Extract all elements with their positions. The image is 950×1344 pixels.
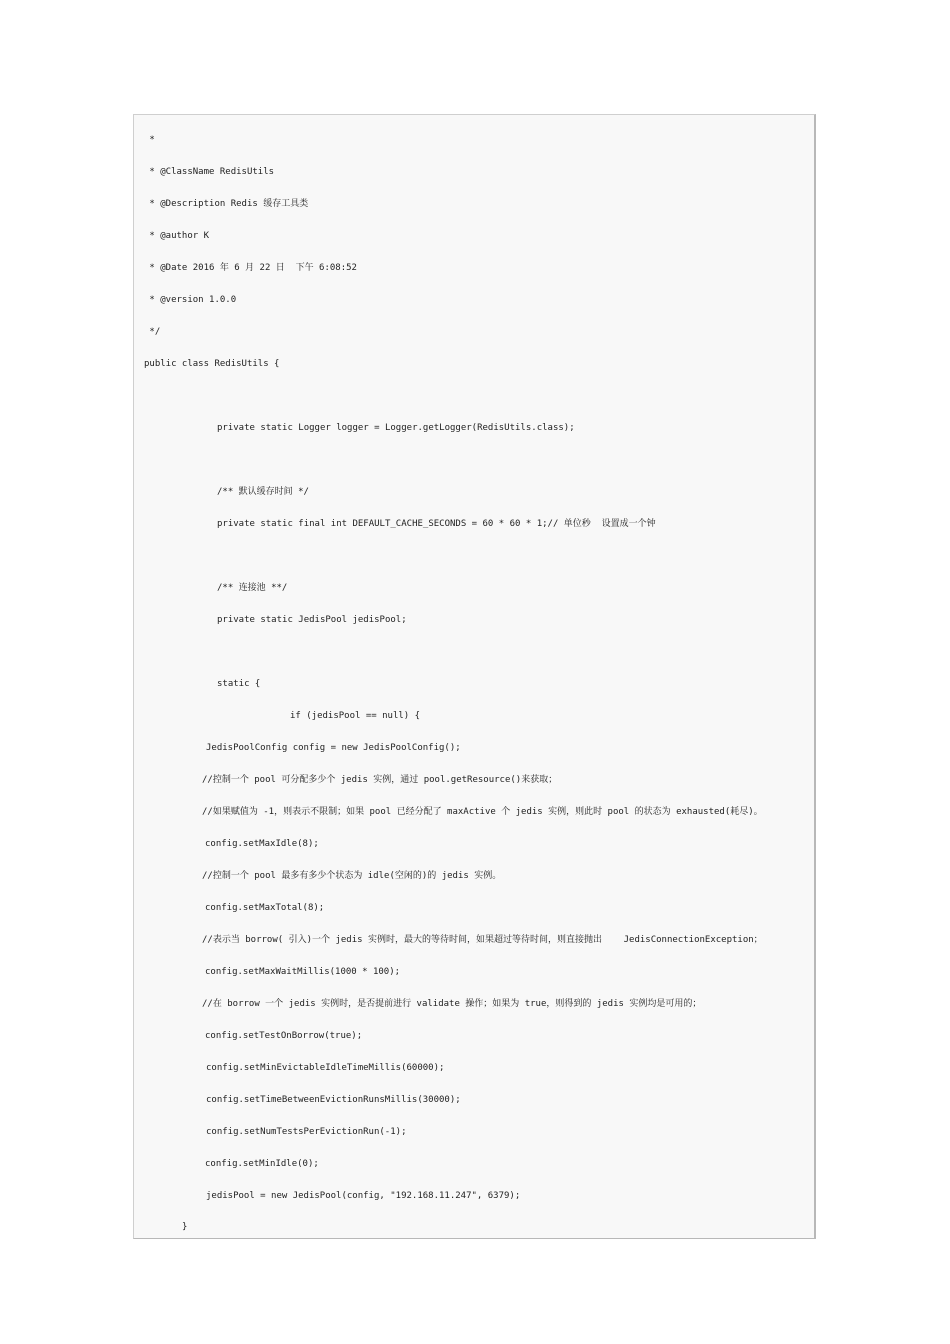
code-line: * xyxy=(144,135,155,145)
code-line: config.setNumTestsPerEvictionRun(-1); xyxy=(206,1127,407,1137)
code-line: private static JedisPool jedisPool; xyxy=(217,615,407,625)
code-line: //控制一个 pool 可分配多少个 jedis 实例，通过 pool.getResource()来获取； xyxy=(202,775,558,785)
code-line: config.setMaxTotal(8); xyxy=(205,903,325,913)
code-line: * @author K xyxy=(144,231,210,241)
code-line: config.setMinEvictableIdleTimeMillis(60000); xyxy=(206,1063,445,1073)
code-line: /** 默认缓存时间 */ xyxy=(217,487,309,497)
code-line: if (jedisPool == null) { xyxy=(290,711,421,721)
code-line: */ xyxy=(144,327,161,337)
code-line: jedisPool = new JedisPool(config, "192.168.11.247", 6379); xyxy=(206,1191,521,1201)
code-line: * @ClassName RedisUtils xyxy=(144,167,275,177)
code-line: * @Description Redis 缓存工具类 xyxy=(144,199,309,209)
code-line: //在 borrow 一个 jedis 实例时，是否提前进行 validate 操作；如果为 true，则得到的 jedis 实例均是可用的； xyxy=(202,999,702,1009)
code-line: private static final int DEFAULT_CACHE_SECONDS = 60 * 60 * 1;// 单位秒 设置成一个钟 xyxy=(217,519,656,529)
code-line: * @Date 2016 年 6 月 22 日 下午 6:08:52 xyxy=(144,263,357,273)
code-line: config.setTimeBetweenEvictionRunsMillis(30000); xyxy=(206,1095,461,1105)
code-line: static { xyxy=(217,679,261,689)
code-line: //表示当 borrow( 引入)一个 jedis 实例时，最大的等待时间，如果超过等待时间，则直接抛出 JedisConnectionException； xyxy=(202,935,763,945)
code-line: /** 连接池 **/ xyxy=(217,583,288,593)
code-line: public class RedisUtils { xyxy=(144,359,280,369)
code-line: //控制一个 pool 最多有多少个状态为 idle(空闲的)的 jedis 实例。 xyxy=(202,871,502,881)
code-line: private static Logger logger = Logger.getLogger(RedisUtils.class); xyxy=(217,423,575,433)
code-block xyxy=(133,114,816,1239)
code-line: //如果赋值为 -1，则表示不限制；如果 pool 已经分配了 maxActive 个 jedis 实例，则此时 pool 的状态为 exhausted(耗尽)。 xyxy=(202,807,763,817)
code-line: config.setMinIdle(0); xyxy=(205,1159,319,1169)
code-line: } xyxy=(182,1222,188,1232)
code-line: JedisPoolConfig config = new JedisPoolConfig(); xyxy=(206,743,461,753)
code-line: config.setMaxWaitMillis(1000 * 100); xyxy=(205,967,401,977)
code-line: * @version 1.0.0 xyxy=(144,295,237,305)
code-line: config.setMaxIdle(8); xyxy=(205,839,319,849)
code-line: config.setTestOnBorrow(true); xyxy=(205,1031,363,1041)
